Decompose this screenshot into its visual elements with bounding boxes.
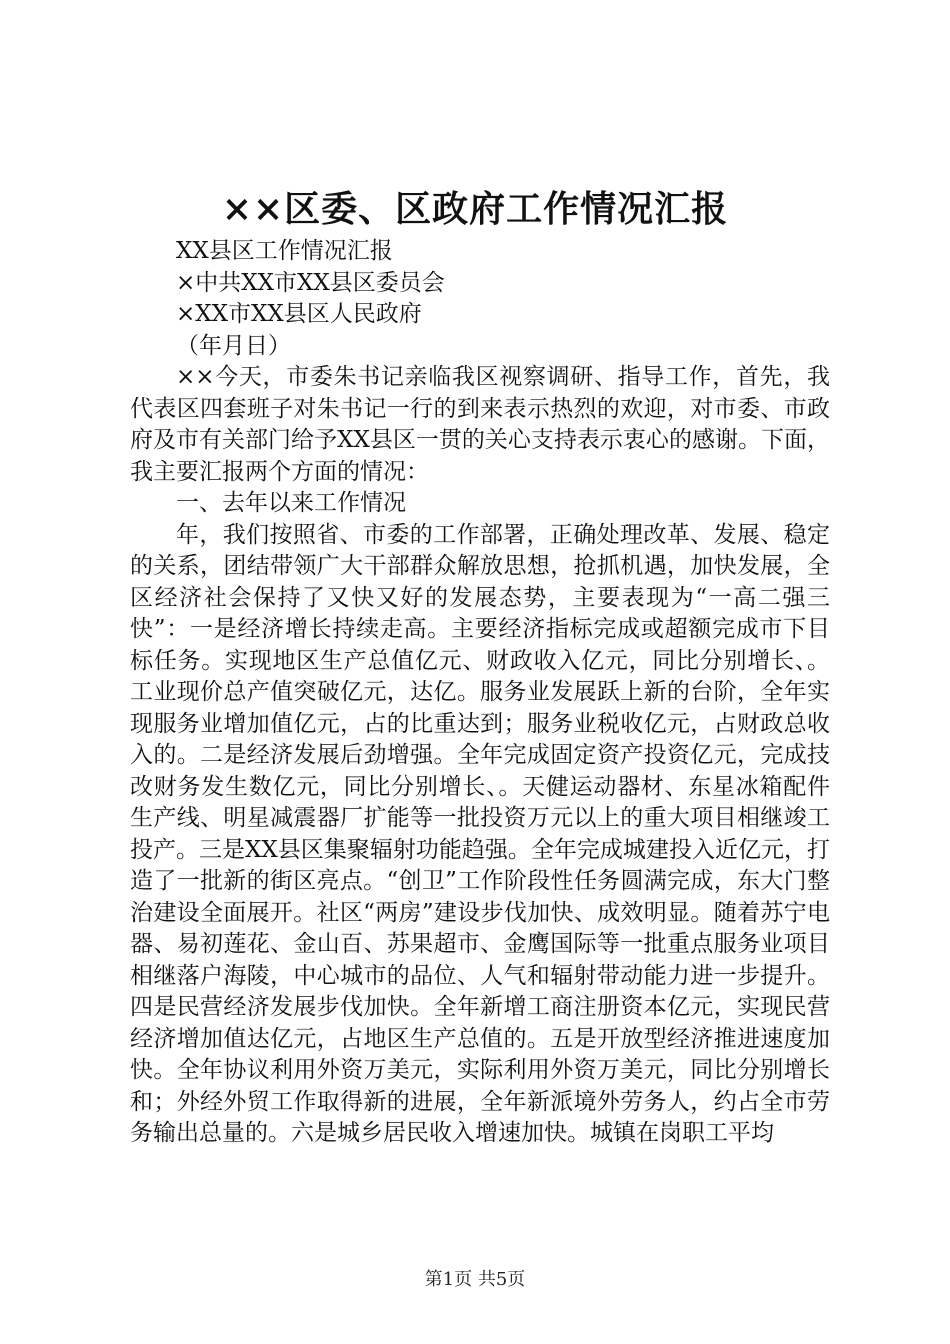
body-paragraph: 年，我们按照省、市委的工作部署，正确处理改革、发展、稳定的关系，团结带领广大干部群众解放思想，抢抓机遇，加快发展，全区经济社会保持了又快又好的发展态势，主要表现为“一高二强三快”：一是经济增长持续走高。主要经济指标完成或超额完成市下目标任务。实现地区生产总值亿元、财政收入亿元，同比分别增长、。工业现价总产值突破亿元，达亿。服务业发展跃上新的台阶，全年实现服务业增加值亿元，占的比重达到；服务业税收亿元，占财政总收入的。二是经济发展后劲增强。全年完成固定资产投资亿元，完成技改财务发生数亿元，同比分别增长、。天健运动器材、东星冰箱配件生产线、明星减震器厂扩能等一批投资万元以上的重大项目相继竣工投产。三是XX县区集聚辐射功能趋强。全年完成城建投入近亿元，打造了一批新的街区亮点。“创卫”工作阶段性任务圆满完成，东大门整治建设全面展开。社区“两房”建设步伐加快、成效明显。随着苏宁电器、易初莲花、金山百、苏果超市、金鹰国际等一批重点服务业项目相继落户海陵，中心城市的品位、人气和辐射带动能力进一步提升。四是民营经济发展步伐加快。全年新增工商注册资本亿元，实现民营经济增加值达亿元，占地区生产总值的。五是开放型经济推进速度加快。全年协议利用外资万美元，实际利用外资万美元，同比分别增长和；外经外贸工作取得新的进展，全年新派境外劳务人，约占全市劳务输出总量的。六是城乡居民收入增速加快。城镇在岗职工平均 [130, 521, 830, 1146]
date-line: （年月日） [176, 332, 291, 359]
subtitle-line: XX县区工作情况汇报 [176, 238, 393, 264]
author-line-party-committee: ×中共XX市XX县区委员会 [176, 269, 445, 296]
document-body [130, 236, 830, 1150]
document-title: ××区委、区政府工作情况汇报 [221, 188, 729, 230]
author-line-government: ×XX市XX县区人民政府 [176, 301, 422, 327]
section-heading: 一、去年以来工作情况 [176, 490, 406, 516]
page-footer: 第1页 共5页 [424, 1269, 526, 1290]
intro-paragraph: ××今天，市委朱书记亲临我区视察调研、指导工作，首先，我代表区四套班子对朱书记一行的到来表示热烈的欢迎，对市委、市政府及市有关部门给予XX县区一贯的关心支持表示衷心的感谢。下面，我主要汇报两个方面的情况： [130, 364, 830, 485]
